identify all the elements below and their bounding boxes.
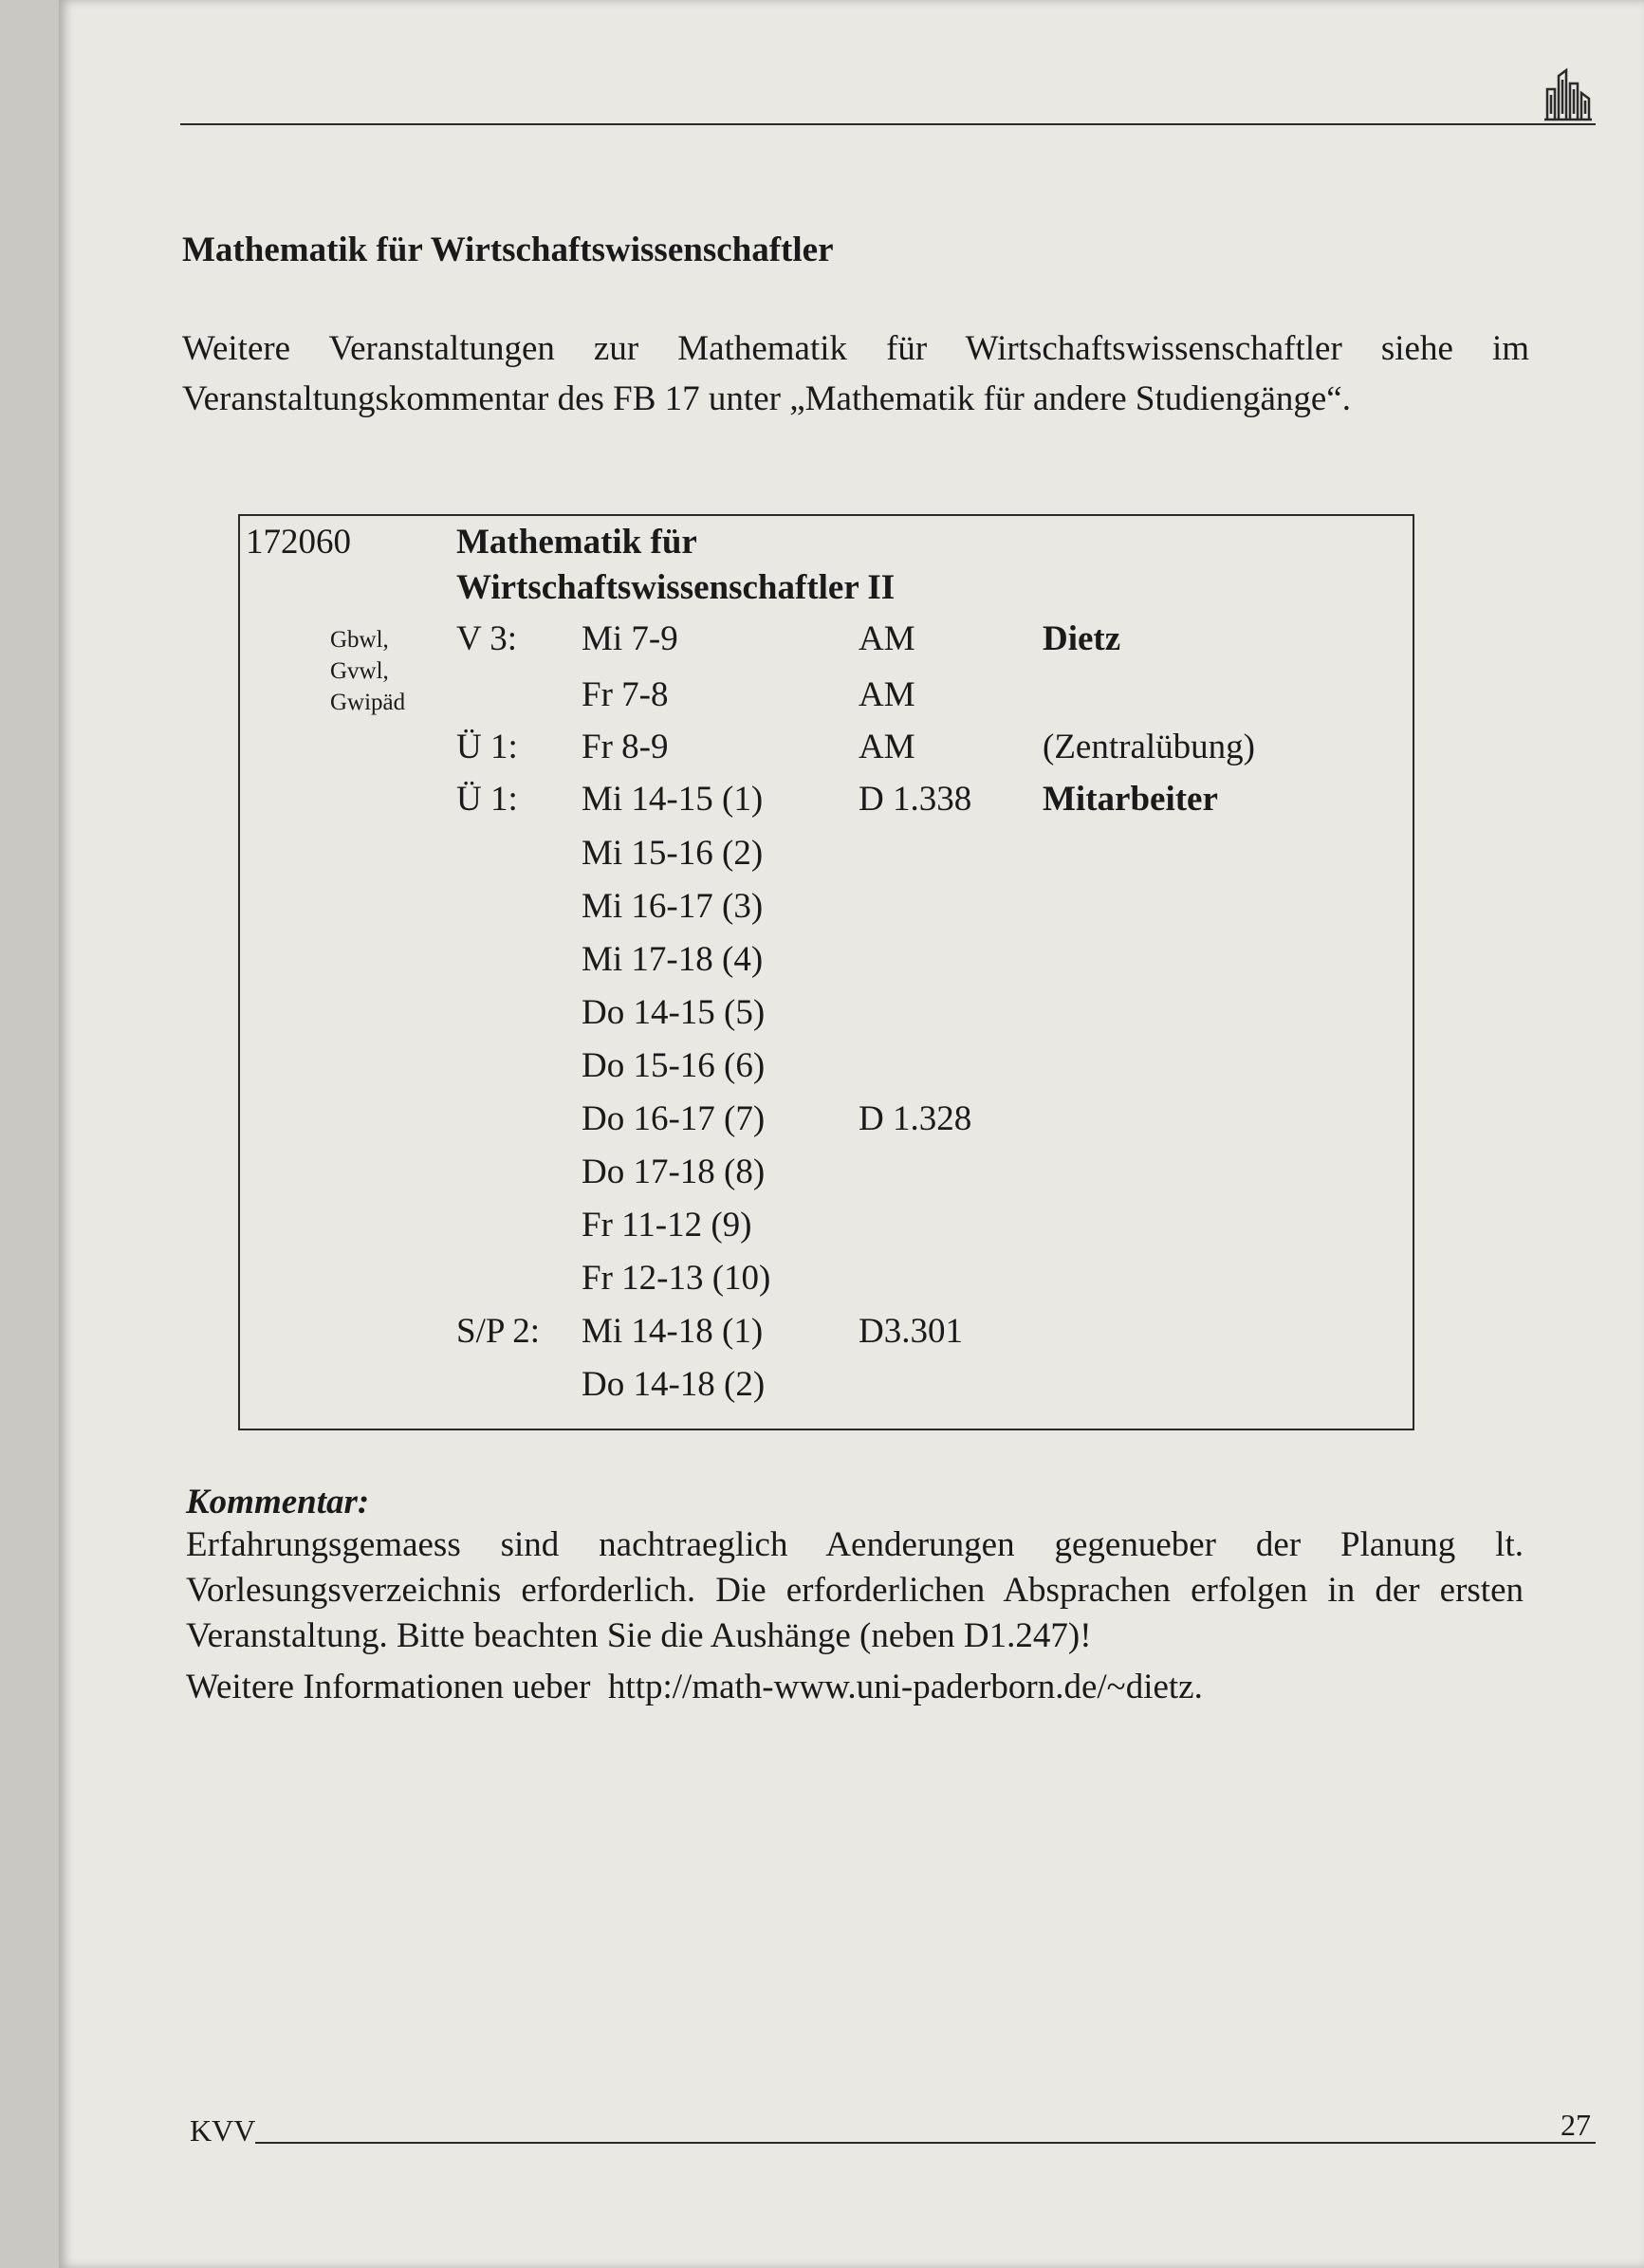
row-time: Do 16-17 (7) — [582, 1099, 766, 1138]
course-audience — [330, 624, 405, 718]
row-type: V 3: — [456, 619, 518, 658]
row-type: Ü 1: — [456, 780, 518, 819]
row-time: Fr 11-12 (9) — [582, 1206, 752, 1245]
row-time: Fr 8-9 — [582, 728, 669, 766]
row-room: D 1.338 — [859, 780, 972, 819]
row-type: S/P 2: — [456, 1312, 541, 1351]
row-time: Do 17-18 (8) — [582, 1152, 766, 1191]
row-type: Ü 1: — [456, 728, 518, 766]
section-intro: Weitere Veranstaltungen zur Mathematik für Wirtschaftswissenschaftler siehe im Veranstaltungskommentar des FB 17 unter „Mathematik für andere Studiengänge“. — [182, 329, 1529, 418]
comment-label: Kommentar: — [186, 1483, 370, 1521]
course-title-line1: Mathematik für — [456, 523, 697, 562]
footer-left: KVV — [190, 2113, 256, 2148]
course-lecturer: Dietz — [1043, 619, 1121, 658]
row-room: AM — [859, 675, 915, 714]
row-time: Do 15-16 (6) — [582, 1046, 766, 1085]
audience-item: Gbwl, — [330, 627, 389, 653]
row-note: Mitarbeiter — [1043, 780, 1218, 819]
row-time: Mi 14-15 (1) — [582, 780, 764, 819]
header-rule — [180, 123, 1596, 125]
row-time: Mi 15-16 (2) — [582, 834, 764, 873]
row-time: Mi 16-17 (3) — [582, 887, 764, 926]
row-note: (Zentralübung) — [1043, 728, 1255, 766]
building-logo-icon — [1543, 66, 1593, 121]
row-time: Mi 7-9 — [582, 619, 678, 658]
row-time: Mi 17-18 (4) — [582, 940, 764, 979]
row-room: AM — [859, 619, 915, 658]
comment-more-info: Weitere Informationen ueber http://math-www.uni-paderborn.de/~dietz. — [186, 1668, 1203, 1706]
comment-text: Erfahrungsgemaess sind nachtraeglich Aenderungen gegenueber der Planung lt. Vorlesungsverzeichnis erforderlich. Die erforderlichen Absprachen erfolgen in der ersten Veranstaltung. Bitte beachten Sie die Aushänge (neben D1.247)! — [186, 1525, 1524, 1655]
row-time: Do 14-15 (5) — [582, 993, 766, 1032]
row-room: D 1.328 — [859, 1099, 972, 1138]
page-number: 27 — [1561, 2108, 1591, 2142]
course-title-line2: Wirtschaftswissenschaftler II — [456, 568, 896, 607]
row-time: Fr 12-13 (10) — [582, 1259, 771, 1298]
row-room: D3.301 — [859, 1312, 963, 1351]
row-time: Fr 7-8 — [582, 675, 669, 714]
audience-item: Gvwl, — [330, 658, 389, 684]
row-time: Mi 14-18 (1) — [582, 1312, 764, 1351]
course-number: 172060 — [246, 523, 351, 562]
section-title: Mathematik für Wirtschaftswissenschaftler — [182, 230, 834, 269]
row-time: Do 14-18 (2) — [582, 1365, 766, 1404]
footer-rule — [255, 2142, 1596, 2144]
row-room: AM — [859, 728, 915, 766]
audience-item: Gwipäd — [330, 690, 406, 715]
course-box — [238, 514, 1414, 1430]
document-page — [59, 0, 1644, 2268]
